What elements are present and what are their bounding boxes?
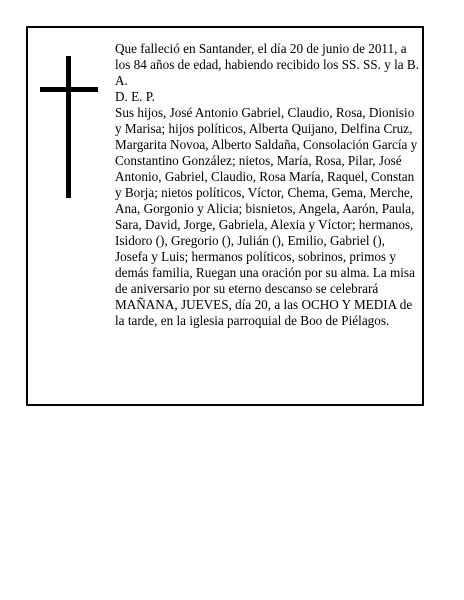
- notice-text: [115, 41, 421, 329]
- cross-vertical-bar: [66, 56, 71, 198]
- notice-dep: D. E. P.: [115, 89, 155, 104]
- notice-intro: Que falleció en Santander, el día 20 de junio de 2011, a los 84 años de edad, habiendo recibido los SS. SS. y la B. A.: [115, 41, 420, 88]
- cross-horizontal-bar: [40, 87, 98, 92]
- cross-icon: [40, 56, 96, 198]
- notice-body: Sus hijos, José Antonio Gabriel, Claudio, Rosa, Dionisio y Marisa; hijos políticos, Alberta Quijano, Delfina Cruz, Margarita Novoa, Alberto Saldaña, Consolación García y Constantino González; nietos, María, Rosa, Pilar, José Antonio, Gabriel, Claudio, Rosa María, Raquel, Constan y Borja; nietos políticos, Víctor, Chema, Gema, Merche, Ana, Gorgonio y Alicia; bisnietos, Angela, Aarón, Paula, Sara, David, Jorge, Gabriela, Alexia y Víctor; hermanos, Isidoro (), Gregorio (), Julián (), Emilio, Gabriel (), Josefa y Luis; hermanos políticos, sobrinos, primos y demás familia, Ruegan una oración por su alma. La misa de aniversario por su eterno descanso se celebrará MAÑANA, JUEVES, día 20, a las OCHO Y MEDIA de la tarde, en la iglesia parroquial de Boo de Piélagos.: [115, 105, 418, 328]
- obituary-notice: [26, 26, 424, 406]
